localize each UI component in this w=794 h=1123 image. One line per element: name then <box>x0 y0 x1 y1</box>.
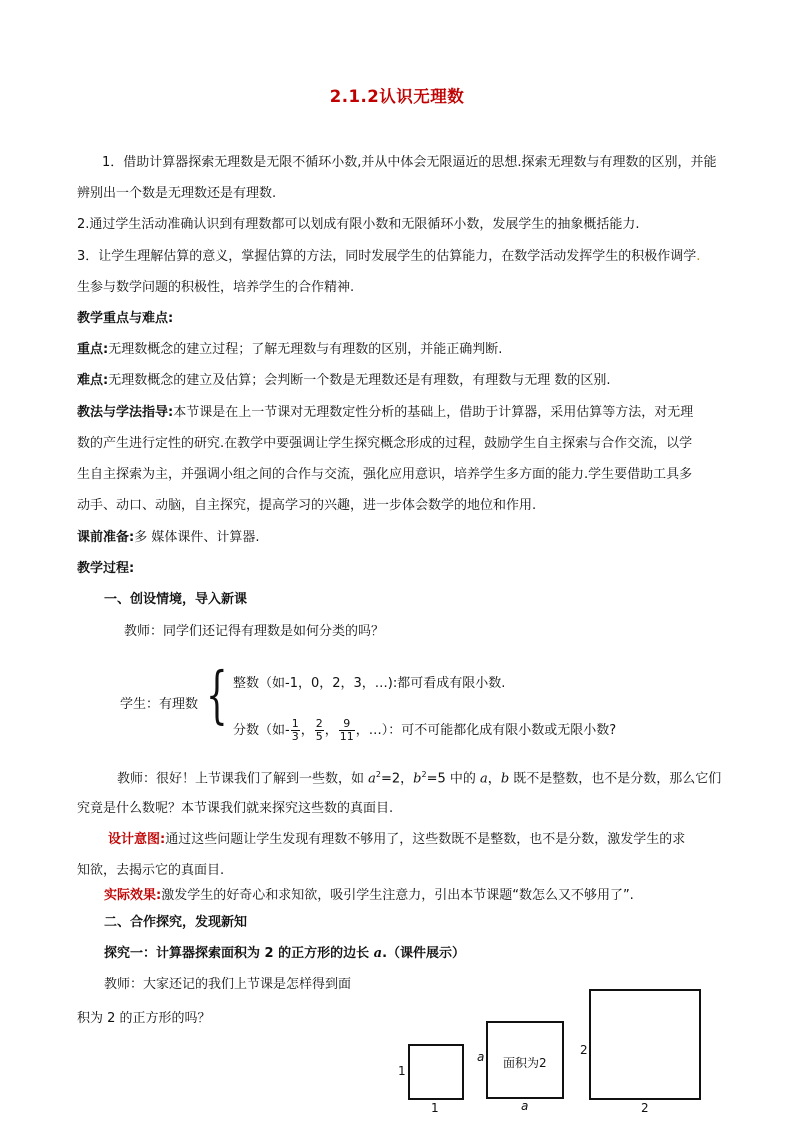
objective-1-line-2: 辨别出一个数是无理数还是有理数. <box>77 186 277 201</box>
explore-1-heading <box>104 946 465 963</box>
difficulty-label: 难点: <box>77 373 109 388</box>
fractions-prefix: 分数（如- <box>233 723 290 739</box>
eq1-exp: 2 <box>375 770 381 779</box>
student-label: 学生：有理数 <box>120 697 199 712</box>
method-label: 教法与学法指导: <box>77 405 174 420</box>
teacher-3-line-2: 积为 2 的正方形的吗？ <box>77 1011 211 1026</box>
separator-2: ， <box>324 723 338 739</box>
separator-1: ， <box>300 723 314 739</box>
square-1-left-label: 1 <box>398 1064 406 1078</box>
eq1-var: a <box>368 771 376 787</box>
objective-3-line-1 <box>77 249 700 266</box>
effect-text: 激发学生的好奇心和求知欲，吸引学生注意力，引出本节课题“数怎么又不够用了”. <box>161 888 634 903</box>
fraction-1-denominator: 3 <box>291 730 299 744</box>
explore-var: a <box>373 946 383 961</box>
design-label: 设计意图: <box>108 832 166 847</box>
teacher-3-line-1: 教师：大家还记的我们上节课是怎样得到面 <box>104 977 352 992</box>
square-2-left-label: a <box>477 1050 485 1064</box>
teacher-response-line-2: 究竟是什么数呢？本节课我们就来探究这些数的真面目. <box>77 801 394 816</box>
method-line-4: 动手、动口、动脑，自主探究，提高学习的兴趣，进一步体会数学的地位和作用. <box>77 498 537 513</box>
focus-paragraph <box>77 342 502 359</box>
eq2-var: b <box>413 771 422 787</box>
prep-paragraph <box>77 530 259 547</box>
focus-label: 重点: <box>77 342 109 357</box>
fraction-3 <box>339 718 355 743</box>
design-line-1 <box>108 832 685 849</box>
square-3-bottom-label: 2 <box>641 1101 649 1115</box>
explore-text-b: .（课件展示） <box>382 946 466 961</box>
objective-3-line-2: 生参与数学问题的积极性，培养学生的合作精神. <box>77 280 355 295</box>
effect-label: 实际效果: <box>104 888 162 903</box>
fraction-2-denominator: 5 <box>315 730 323 744</box>
process-heading: 教学过程: <box>77 561 135 576</box>
teacher-response-b: 既不是整数，也不是分数，那么它们 <box>509 771 722 787</box>
fraction-2 <box>315 718 324 743</box>
prep-label: 课前准备: <box>77 530 135 545</box>
eq2-rest: =5 中的 <box>426 771 481 787</box>
fraction-2-numerator: 2 <box>315 717 323 730</box>
section-1-heading: 一、创设情境，导入新课 <box>104 592 248 607</box>
eq1-rest: =2， <box>381 771 414 787</box>
objective-2: 2.通过学生活动准确认识到有理数都可以划成有限小数和无限循环小数，发展学生的抽象概括能力. <box>77 217 640 232</box>
method-line-3: 生自主探索为主，并强调小组之间的合作与交流，强化应用意识，培养学生多方面的能力.学生要借助工具多 <box>77 467 693 482</box>
square-side-1 <box>408 1044 464 1100</box>
design-line-2: 知欲，去揭示它的真面目. <box>77 863 225 878</box>
method-text-1: 本节课是在上一节课对无理数定性分析的基础上，借助于计算器，采用估算等方法，对无理 <box>173 405 694 420</box>
fraction-3-denominator: 11 <box>339 730 354 744</box>
explore-text-a: 探究一：计算器探索面积为 2 的正方形的边长 <box>104 946 374 961</box>
fraction-1-numerator: 1 <box>291 717 299 730</box>
design-text-1: 通过这些问题让学生发现有理数不够用了，这些数既不是整数，也不是分数，激发学生的求 <box>165 832 686 847</box>
objective-3-mark: . <box>696 249 701 264</box>
fraction-3-numerator: 9 <box>339 718 355 731</box>
eq2-exp: 2 <box>421 770 427 779</box>
comma: ， <box>487 771 501 787</box>
method-line-1 <box>77 405 693 422</box>
var-a: a <box>480 771 488 787</box>
fraction-1 <box>291 718 300 743</box>
effect-paragraph <box>104 888 634 905</box>
square-2-center-label: 面积为2 <box>503 1056 547 1070</box>
page-title: 2.1.2认识无理数 <box>329 87 465 106</box>
square-2-bottom-label: a <box>521 1099 529 1113</box>
fractions-suffix: ，…）：可不可能都化成有限小数或无限小数? <box>355 723 617 739</box>
key-points-heading: 教学重点与难点: <box>77 311 174 326</box>
teacher-question: 教师：同学们还记得有理数是如何分类的吗？ <box>124 624 385 639</box>
brace-symbol: { <box>206 658 228 731</box>
square-3-left-label: 2 <box>580 1043 588 1057</box>
teacher-response-a: 教师：很好！上节课我们了解到一些数，如 <box>117 771 369 787</box>
objective-1-line-1: 1．借助计算器探索无理数是无限不循环小数,并从中体会无限逼近的思想.探索无理数与有理数的区别，并能 <box>102 155 717 170</box>
difficulty-paragraph <box>77 373 610 390</box>
section-2-heading: 二、合作探究，发现新知 <box>104 915 248 930</box>
method-line-2: 数的产生进行定性的研究.在教学中要强调让学生探究概念形成的过程，鼓励学生自主探索与合作交流，以学 <box>77 436 693 451</box>
teacher-response-line-1 <box>117 770 721 788</box>
prep-text: 多 媒体课件、计算器. <box>134 530 260 545</box>
integers-line: 整数（如-1，0，2，3，…):都可看成有限小数. <box>233 676 506 691</box>
focus-text: 无理数概念的建立过程；了解无理数与有理数的区别，并能正确判断. <box>108 342 503 357</box>
square-side-2 <box>589 989 701 1100</box>
fractions-line <box>233 718 616 743</box>
square-1-bottom-label: 1 <box>431 1101 439 1115</box>
difficulty-text: 无理数概念的建立及估算；会判断一个数是无理数还是有理数，有理数与无理 数的区别. <box>108 373 611 388</box>
objective-3-line-1-text: 3．让学生理解估算的意义，掌握估算的方法，同时发展学生的估算能力，在数学活动发挥学生的积极作调学 <box>77 249 697 264</box>
var-b: b <box>500 771 510 787</box>
